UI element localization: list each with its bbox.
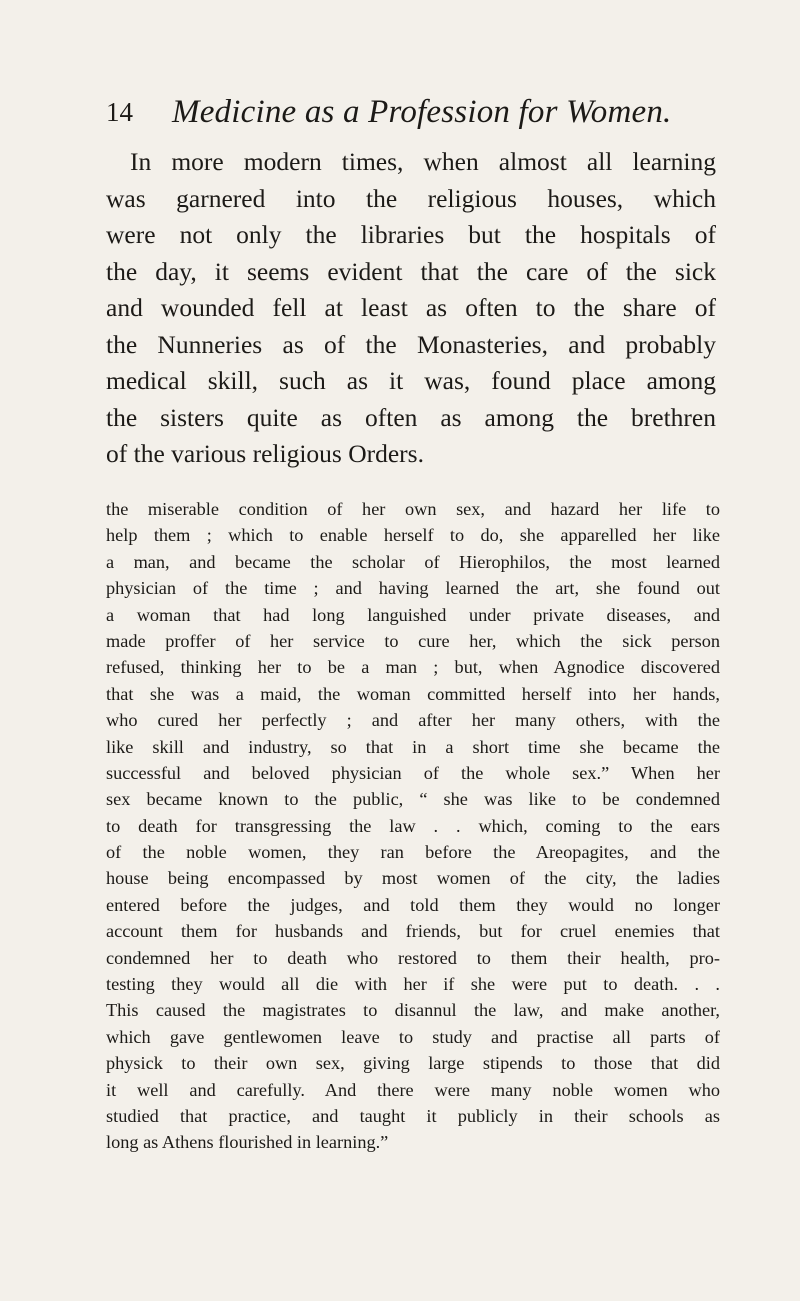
footnote-line: like skill and industry, so that in a short time she became the [106, 736, 720, 757]
footnote-line: sex became known to the public, “ she was like to be condemned [106, 789, 720, 810]
paragraph-line: and wounded fell at least as often to the share of [106, 293, 716, 322]
footnote-quote [106, 496, 720, 1156]
footnote-line: condemned her to death who restored to them their health, pro- [106, 947, 720, 968]
footnote-line: successful and beloved physician of the whole sex.” When her [106, 762, 720, 783]
paragraph-line: In more modern times, when almost all learning [130, 147, 716, 176]
footnote-line: of the noble women, they ran before the Areopagites, and the [106, 842, 720, 863]
footnote-line: that she was a maid, the woman committed herself into her hands, [106, 683, 720, 704]
footnote-line: who cured her perfectly ; and after her many others, with the [106, 710, 720, 731]
footnote-line: house being encompassed by most women of the city, the ladies [106, 868, 720, 889]
paragraph-line: medical skill, such as it was, found place among [106, 366, 716, 395]
footnote-line: physician of the time ; and having learned the art, she found out [106, 578, 720, 599]
footnote-line: which gave gentlewomen leave to study and practise all parts of [106, 1026, 720, 1047]
footnote-line: to death for transgressing the law . . which, coming to the ears [106, 815, 720, 836]
paragraph-line: of the various religious Orders. [106, 439, 424, 468]
paragraph-line: the Nunneries as of the Monasteries, and probably [106, 329, 716, 359]
main-paragraph [106, 144, 716, 473]
paragraph-line: were not only the libraries but the hospitals of [106, 220, 716, 249]
footnote-line: testing they would all die with her if she were put to death. . . [106, 974, 720, 995]
footnote-line: a woman that had long languished under private diseases, and [106, 604, 720, 625]
footnote-line: refused, thinking her to be a man ; but, when Agnodice discovered [106, 657, 720, 678]
running-head [106, 94, 716, 130]
footnote-line: entered before the judges, and told them they would no longer [106, 894, 720, 915]
footnote-line: made proffer of her service to cure her, which the sick person [106, 630, 720, 651]
footnote-line: This caused the magistrates to disannul the law, and make another, [106, 1000, 720, 1021]
footnote-line: the miserable condition of her own sex, and hazard her life to [106, 499, 720, 519]
footnote-line: long as Athens flourished in learning.” [106, 1132, 389, 1153]
footnote-line: account them for husbands and friends, but for cruel enemies that [106, 921, 720, 942]
paragraph-line: the day, it seems evident that the care of the sick [106, 256, 716, 286]
footnote-line: it well and carefully. And there were many noble women who [106, 1079, 720, 1100]
running-title: Medicine as a Profession for Women. [172, 94, 672, 130]
page-number: 14 [106, 97, 133, 127]
footnote-line: a man, and became the scholar of Hierophilos, the most learned [106, 551, 720, 572]
footnote-line: studied that practice, and taught it publicly in their schools as [106, 1105, 720, 1126]
footnote-line: help them ; which to enable herself to do, she apparelled her like [106, 525, 720, 546]
paragraph-line: the sisters quite as often as among the brethren [106, 402, 716, 432]
paragraph-line: was garnered into the religious houses, which [106, 183, 716, 213]
footnote-line: physick to their own sex, giving large stipends to those that did [106, 1053, 720, 1074]
